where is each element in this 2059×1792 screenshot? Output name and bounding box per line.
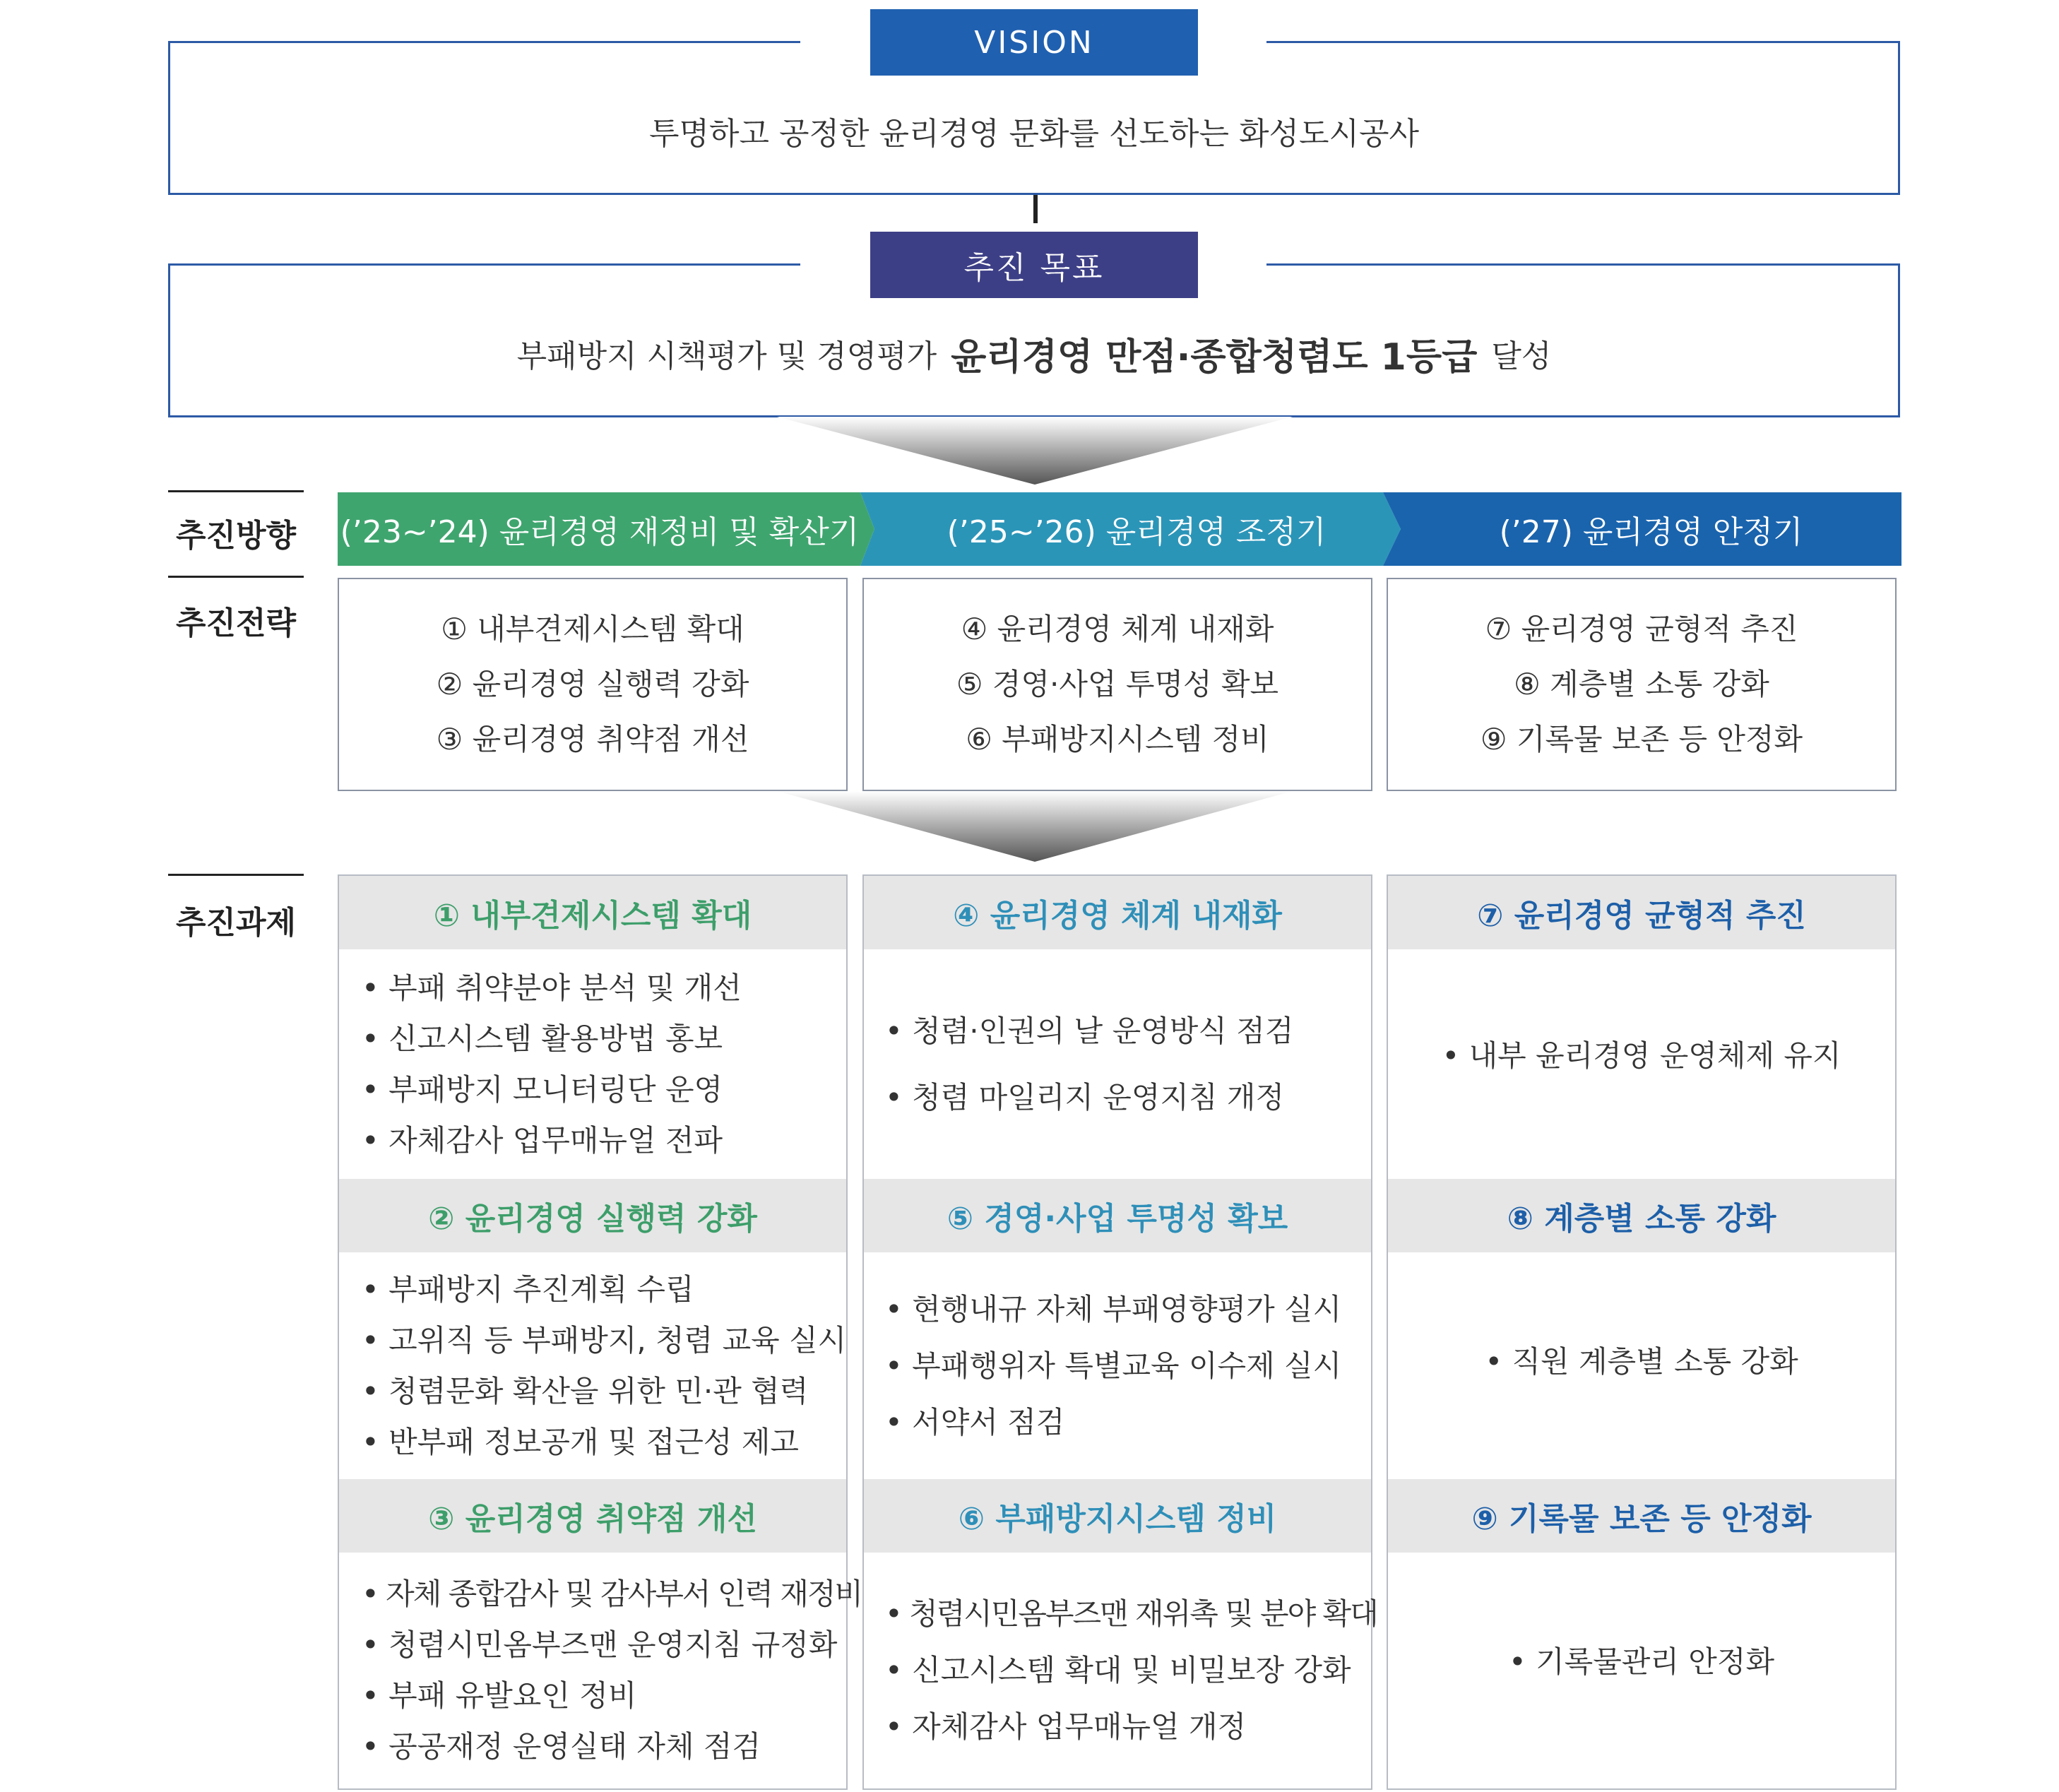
task-item: • 자체 종합감사 및 감사부서 인력 재정비 — [362, 1577, 862, 1611]
task-list — [885, 949, 1365, 1179]
task-heading: ⑥ 부패방지시스템 정비 — [864, 1479, 1371, 1553]
task-item: • 청렴문화 확산을 위한 민·관 협력 — [362, 1374, 809, 1408]
phase-label-1: (’23~’24) 윤리경영 재정비 및 확산기 — [340, 514, 860, 550]
task-heading: ⑤ 경영·사업 투명성 확보 — [864, 1179, 1371, 1252]
task-item: • 부패방지 추진계획 수립 — [362, 1272, 694, 1307]
goal-text-emphasis: 윤리경영 만점·종합청렴도 1등급 — [951, 336, 1478, 379]
vision-badge: VISION — [870, 9, 1198, 76]
task-item: • 현행내규 자체 부패영향평가 실시 — [885, 1292, 1342, 1327]
strategy-box-2 — [862, 578, 1372, 791]
task-heading: ① 내부견제시스템 확대 — [339, 876, 846, 949]
task-item: • 부패 취약분야 분석 및 개선 — [362, 970, 742, 1005]
direction-top-line — [168, 490, 304, 492]
task-item: • 청렴시민옴부즈맨 재위촉 및 분야 확대 — [885, 1596, 1377, 1631]
task-heading: ⑨ 기록물 보존 등 안정화 — [1388, 1479, 1895, 1553]
task-item: • 청렴시민옴부즈맨 운영지침 규정화 — [362, 1627, 838, 1662]
row-label-tasks: 추진과제 — [175, 905, 296, 941]
task-item: • 자체감사 업무매뉴얼 전파 — [362, 1122, 723, 1158]
strategy-item: ⑤ 경영·사업 투명성 확보 — [956, 667, 1279, 701]
vision-goal-connector — [1033, 195, 1038, 223]
task-list — [1388, 949, 1895, 1163]
funnel-arrow-bottom — [777, 791, 1293, 865]
tasks-top-line — [168, 874, 304, 876]
row-label-direction: 추진방향 — [175, 518, 296, 554]
task-item: • 청렴·인권의 날 운영방식 점검 — [885, 1013, 1294, 1048]
task-item: • 내부 윤리경영 운영체제 유지 — [1442, 1038, 1841, 1073]
task-list — [885, 1553, 1377, 1788]
strategy-top-line — [168, 576, 304, 578]
task-item: • 서약서 점검 — [885, 1405, 1065, 1440]
task-item: • 직원 계층별 소통 강화 — [1485, 1344, 1798, 1379]
strategy-item: ⑨ 기록물 보존 등 안정화 — [1480, 722, 1803, 756]
strategy-box-1 — [338, 578, 848, 791]
strategy-item: ③ 윤리경영 취약점 개선 — [436, 722, 749, 756]
task-heading: ② 윤리경영 실행력 강화 — [339, 1179, 846, 1252]
task-list — [1388, 1553, 1895, 1772]
row-label-strategy: 추진전략 — [175, 605, 296, 641]
task-list — [362, 949, 842, 1179]
goal-badge: 추진 목표 — [870, 232, 1198, 298]
strategy-item: ⑥ 부패방지시스템 정비 — [966, 722, 1269, 756]
task-list — [362, 1252, 847, 1480]
task-list — [362, 1553, 862, 1788]
goal-text-after: 달성 — [1491, 338, 1552, 374]
phase-label-3: (’27) 윤리경영 안정기 — [1499, 514, 1803, 550]
task-item: • 부패행위자 특별교육 이수제 실시 — [885, 1348, 1342, 1383]
task-item: • 부패 유발요인 정비 — [362, 1678, 637, 1713]
task-item: • 부패방지 모니터링단 운영 — [362, 1072, 723, 1107]
vision-text: 투명하고 공정한 윤리경영 문화를 선도하는 화성도시공사 — [648, 116, 1420, 152]
task-item: • 신고시스템 활용방법 홍보 — [362, 1021, 723, 1056]
strategy-item: ⑧ 계층별 소통 강화 — [1514, 667, 1769, 701]
strategy-box-3 — [1387, 578, 1897, 791]
task-item: • 기록물관리 안정화 — [1508, 1644, 1775, 1679]
task-heading: ⑧ 계층별 소통 강화 — [1388, 1179, 1895, 1252]
phase-label-2: (’25~’26) 윤리경영 조정기 — [947, 514, 1327, 550]
goal-text — [168, 321, 1900, 385]
strategy-item: ④ 윤리경영 체계 내재화 — [961, 612, 1274, 646]
task-item: • 반부패 정보공개 및 접근성 제고 — [362, 1425, 799, 1459]
task-list — [1388, 1252, 1895, 1471]
goal-text-before: 부패방지 시책평가 및 경영평가 — [516, 338, 937, 374]
task-list — [885, 1252, 1365, 1480]
strategy-item: ⑦ 윤리경영 균형적 추진 — [1485, 612, 1798, 646]
task-item: • 청렴 마일리지 운영지침 개정 — [885, 1079, 1285, 1115]
task-item: • 신고시스템 확대 및 비밀보장 강화 — [885, 1653, 1351, 1687]
strategy-item: ② 윤리경영 실행력 강화 — [436, 667, 749, 701]
task-item: • 고위직 등 부패방지, 청렴 교육 실시 — [362, 1323, 847, 1358]
task-item: • 공공재정 운영실태 자체 점검 — [362, 1729, 761, 1764]
task-item: • 자체감사 업무매뉴얼 개정 — [885, 1709, 1247, 1744]
task-heading: ④ 윤리경영 체계 내재화 — [864, 876, 1371, 949]
strategy-item: ① 내부견제시스템 확대 — [441, 612, 744, 646]
task-heading: ③ 윤리경영 취약점 개선 — [339, 1479, 846, 1553]
task-heading: ⑦ 윤리경영 균형적 추진 — [1388, 876, 1895, 949]
funnel-arrow-top — [777, 417, 1293, 487]
